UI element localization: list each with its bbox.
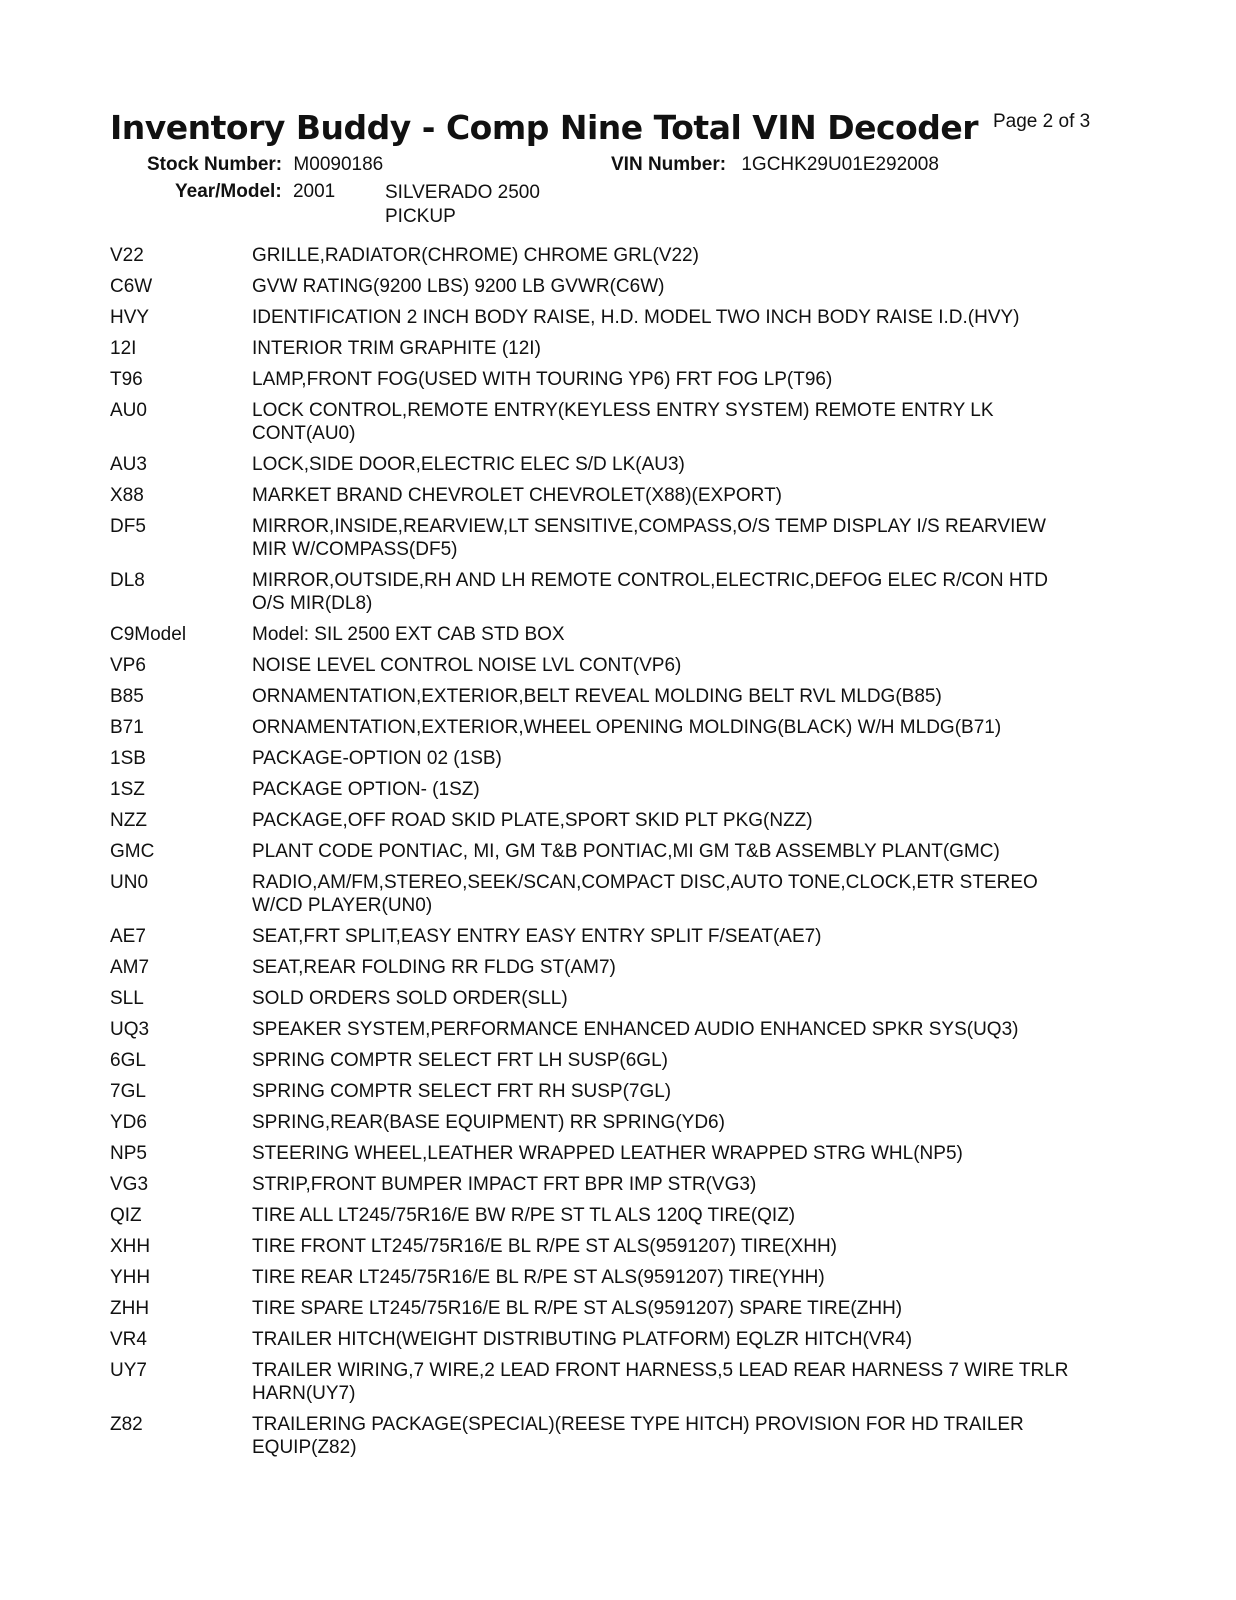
year-model (175, 181, 335, 203)
year-model-label: Year/Model: (175, 181, 282, 202)
option-code: Z82 (110, 1414, 143, 1435)
option-code: XHH (110, 1236, 151, 1257)
option-row (110, 1266, 1120, 1289)
option-row (110, 275, 1120, 298)
stock-number (147, 154, 383, 176)
option-row (110, 515, 1120, 561)
option-description: TRAILER HITCH(WEIGHT DISTRIBUTING PLATFORM) EQLZR HITCH(VR4) (252, 1329, 913, 1350)
vin-number-value: 1GCHK29U01E292008 (741, 154, 939, 175)
option-row (110, 956, 1120, 979)
option-description: LOCK,SIDE DOOR,ELECTRIC ELEC S/D LK(AU3) (252, 454, 685, 475)
option-description: SEAT,REAR FOLDING RR FLDG ST(AM7) (252, 957, 616, 978)
vin-number-label: VIN Number: (611, 154, 727, 175)
option-code: YD6 (110, 1112, 147, 1133)
option-description: PLANT CODE PONTIAC, MI, GM T&B PONTIAC,MI GM T&B ASSEMBLY PLANT(GMC) (252, 841, 1000, 862)
option-row (110, 337, 1120, 360)
option-code: NZZ (110, 810, 147, 831)
option-code: 6GL (110, 1050, 146, 1071)
option-row (110, 925, 1120, 948)
option-description: IDENTIFICATION 2 INCH BODY RAISE, H.D. MODEL TWO INCH BODY RAISE I.D.(HVY) (252, 307, 1020, 328)
model-value: SILVERADO 2500 PICKUP (385, 182, 540, 227)
option-code-list (110, 244, 1120, 1467)
option-description: INTERIOR TRIM GRAPHITE (12I) (252, 338, 541, 359)
page-title: Inventory Buddy - Comp Nine Total VIN Decoder (110, 108, 978, 147)
option-row (110, 778, 1120, 801)
option-description: PACKAGE-OPTION 02 (1SB) (252, 748, 502, 769)
option-description: SPRING COMPTR SELECT FRT LH SUSP(6GL) (252, 1050, 668, 1071)
option-description: STRIP,FRONT BUMPER IMPACT FRT BPR IMP STR(VG3) (252, 1174, 757, 1195)
option-row (110, 1413, 1120, 1459)
option-description: PACKAGE OPTION- (1SZ) (252, 779, 480, 800)
option-row (110, 987, 1120, 1010)
option-description: TRAILERING PACKAGE(SPECIAL)(REESE TYPE HITCH) PROVISION FOR HD TRAILER EQUIP(Z82) (252, 1414, 1024, 1458)
option-code: SLL (110, 988, 144, 1009)
option-description: NOISE LEVEL CONTROL NOISE LVL CONT(VP6) (252, 655, 682, 676)
option-description: MIRROR,OUTSIDE,RH AND LH REMOTE CONTROL,ELECTRIC,DEFOG ELEC R/CON HTD O/S MIR(DL8) (252, 570, 1048, 614)
option-row (110, 244, 1120, 267)
option-description: LOCK CONTROL,REMOTE ENTRY(KEYLESS ENTRY SYSTEM) REMOTE ENTRY LK CONT(AU0) (252, 400, 994, 444)
option-description: ORNAMENTATION,EXTERIOR,BELT REVEAL MOLDING BELT RVL MLDG(B85) (252, 686, 942, 707)
option-code: 12I (110, 338, 137, 359)
option-row (110, 871, 1120, 917)
option-code: UQ3 (110, 1019, 150, 1040)
option-row (110, 306, 1120, 329)
option-code: QIZ (110, 1205, 142, 1226)
option-row (110, 1328, 1120, 1351)
option-description: SPRING COMPTR SELECT FRT RH SUSP(7GL) (252, 1081, 672, 1102)
option-description: GVW RATING(9200 LBS) 9200 LB GVWR(C6W) (252, 276, 665, 297)
option-description: TRAILER WIRING,7 WIRE,2 LEAD FRONT HARNESS,5 LEAD REAR HARNESS 7 WIRE TRLR HARN(UY7) (252, 1360, 1069, 1404)
option-row (110, 1111, 1120, 1134)
option-code: HVY (110, 307, 150, 328)
option-row (110, 623, 1120, 646)
option-code: X88 (110, 485, 144, 506)
option-code: AU3 (110, 454, 147, 475)
option-code: V22 (110, 245, 144, 266)
option-description: LAMP,FRONT FOG(USED WITH TOURING YP6) FRT FOG LP(T96) (252, 369, 833, 390)
option-code: YHH (110, 1267, 151, 1288)
option-row (110, 1173, 1120, 1196)
option-row (110, 1359, 1120, 1405)
option-code: VR4 (110, 1329, 147, 1350)
option-code: 1SZ (110, 779, 145, 800)
option-row (110, 1018, 1120, 1041)
option-code: DF5 (110, 516, 146, 537)
option-row (110, 809, 1120, 832)
stock-number-label: Stock Number: (147, 154, 283, 175)
option-code: 7GL (110, 1081, 146, 1102)
option-code: DL8 (110, 570, 145, 591)
option-code: GMC (110, 841, 155, 862)
option-code: AE7 (110, 926, 146, 947)
option-code: C6W (110, 276, 153, 297)
option-description: PACKAGE,OFF ROAD SKID PLATE,SPORT SKID PLT PKG(NZZ) (252, 810, 813, 831)
page-number: Page 2 of 3 (993, 111, 1091, 132)
option-code: ZHH (110, 1298, 150, 1319)
option-row (110, 840, 1120, 863)
option-description: TIRE SPARE LT245/75R16/E BL R/PE ST ALS(9591207) SPARE TIRE(ZHH) (252, 1298, 903, 1319)
option-row (110, 1080, 1120, 1103)
year-value: 2001 (292, 181, 336, 202)
option-row (110, 484, 1120, 507)
option-row (110, 716, 1120, 739)
option-description: TIRE FRONT LT245/75R16/E BL R/PE ST ALS(9591207) TIRE(XHH) (252, 1236, 838, 1257)
option-row (110, 1049, 1120, 1072)
option-description: MARKET BRAND CHEVROLET CHEVROLET(X88)(EXPORT) (252, 485, 782, 506)
option-code: AU0 (110, 400, 147, 421)
option-description: GRILLE,RADIATOR(CHROME) CHROME GRL(V22) (252, 245, 699, 266)
option-row (110, 747, 1120, 770)
option-description: MIRROR,INSIDE,REARVIEW,LT SENSITIVE,COMPASS,O/S TEMP DISPLAY I/S REARVIEW MIR W/COMPASS(DF5) (252, 516, 1046, 560)
option-code: B85 (110, 686, 144, 707)
vin-number (611, 154, 939, 176)
option-code: VP6 (110, 655, 146, 676)
option-description: TIRE ALL LT245/75R16/E BW R/PE ST TL ALS 120Q TIRE(QIZ) (252, 1205, 796, 1226)
option-row (110, 654, 1120, 677)
option-row (110, 368, 1120, 391)
option-row (110, 399, 1120, 445)
option-description: TIRE REAR LT245/75R16/E BL R/PE ST ALS(9591207) TIRE(YHH) (252, 1267, 825, 1288)
option-row (110, 569, 1120, 615)
option-description: SOLD ORDERS SOLD ORDER(SLL) (252, 988, 568, 1009)
option-description: SPEAKER SYSTEM,PERFORMANCE ENHANCED AUDIO ENHANCED SPKR SYS(UQ3) (252, 1019, 1019, 1040)
option-description: SEAT,FRT SPLIT,EASY ENTRY EASY ENTRY SPLIT F/SEAT(AE7) (252, 926, 822, 947)
option-row (110, 1235, 1120, 1258)
stock-number-value: M0090186 (293, 154, 384, 175)
option-row (110, 685, 1120, 708)
option-code: C9Model (110, 624, 187, 645)
option-code: NP5 (110, 1143, 147, 1164)
option-row (110, 453, 1120, 476)
option-code: AM7 (110, 957, 150, 978)
option-row (110, 1142, 1120, 1165)
option-description: SPRING,REAR(BASE EQUIPMENT) RR SPRING(YD6) (252, 1112, 725, 1133)
option-description: ORNAMENTATION,EXTERIOR,WHEEL OPENING MOLDING(BLACK) W/H MLDG(B71) (252, 717, 1002, 738)
option-row (110, 1297, 1120, 1320)
option-code: T96 (110, 369, 143, 390)
option-code: VG3 (110, 1174, 149, 1195)
option-code: UY7 (110, 1360, 147, 1381)
option-description: Model: SIL 2500 EXT CAB STD BOX (252, 624, 565, 645)
option-description: STEERING WHEEL,LEATHER WRAPPED LEATHER WRAPPED STRG WHL(NP5) (252, 1143, 963, 1164)
option-row (110, 1204, 1120, 1227)
option-description: RADIO,AM/FM,STEREO,SEEK/SCAN,COMPACT DISC,AUTO TONE,CLOCK,ETR STEREO W/CD PLAYER(UN0) (252, 872, 1038, 916)
option-code: 1SB (110, 748, 146, 769)
option-code: UN0 (110, 872, 149, 893)
option-code: B71 (110, 717, 144, 738)
